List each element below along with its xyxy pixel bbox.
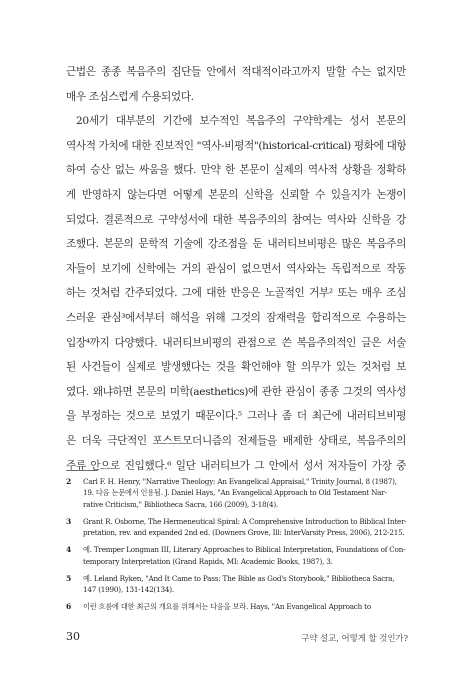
footnote-3	[66, 516, 411, 539]
footnote-line: Grant R. Osborne, The Hermeneutical Spiral: A Comprehensive Introduction to Biblical Inter-	[83, 516, 407, 526]
footnote-line: 예. Tremper Longman III, Literary Approaches to Biblical Interpretation, Foundations of Con-	[83, 545, 406, 555]
body-line: 을 부정하는 것으로 보였기 때문이다.⁵ 그러나 좀 더 최근에 내러티브비평	[66, 410, 406, 423]
body-line: 조했다. 본문의 문학적 기술에 강조점을 둔 내러티브비평은 많은 복음주의	[66, 238, 406, 251]
body-line: 역사적 가치에 대한 진보적인 "역사-비평적"(historical-critical) 평화에 대항	[66, 139, 406, 152]
footnote-line: 이런 흐름에 대한 최근의 개요를 위해서는 다음을 보라. Hays, "An Evangelical Approach to	[83, 602, 371, 612]
body-line: 근법은 종종 복음주의 집단들 안에서 적대적이라고까지 말할 수는 없지만	[66, 66, 406, 78]
footnote-line: rative Criticism," Bibliotheca Sacra, 166 (2009), 3-18(4).	[83, 499, 279, 509]
footnote-2	[66, 476, 411, 510]
footnote-4	[66, 544, 411, 567]
body-line: 은 더욱 극단적인 포스트모더니즘의 전제들을 배제한 상태로, 복음주의의	[66, 434, 406, 447]
footnote-line: temporary Interpretation (Grand Rapids, MI: Academic Books, 1987), 3.	[83, 556, 333, 566]
running-title: 구약 설교, 어떻게 할 것인가?	[301, 633, 408, 643]
body-line: 게 반영하지 않는다면 어떻게 본문의 신학을 신뢰할 수 있을지가 논쟁이	[66, 188, 406, 201]
footnote-number: 5	[66, 573, 72, 583]
page-number: 30	[66, 630, 80, 643]
body-line: 20세기 대부분의 기간에 보수적인 복음주의 구약학계는 성서 본문의	[76, 115, 406, 128]
footnote-line: 예. Leland Ryken, "And It Came to Pass: The Bible as God's Storybook," Bibliotheca Sacra,	[83, 573, 395, 583]
footnote-line: 19. 다음 논문에서 인용됨. J. Daniel Hays, "An Evangelical Approach to Old Testament Nar-	[83, 488, 387, 498]
body-line: 스러운 관심³에서부터 해석을 위해 그것의 잠재력을 합리적으로 수용하는	[66, 311, 406, 324]
footnotes	[66, 476, 411, 618]
footnote-line: Carl F. H. Henry, "Narrative Theology: An Evangelical Appraisal," Trinity Journal, 8 (1987),	[83, 477, 397, 486]
footnote-number: 4	[66, 545, 72, 555]
body-line: 입장⁴까지 다양했다. 내러티브비평의 관점으로 쓴 복음주의적인 글은 서술	[66, 336, 406, 349]
body-line: 자들이 보기에 신학에는 거의 관심이 없으면서 역사와는 독립적으로 작동	[66, 262, 406, 275]
footnote-separator	[66, 470, 98, 471]
body-line: 하는 것처럼 간주되었다. 그에 대한 반응은 노골적인 거부² 또는 매우 조심	[66, 287, 406, 300]
footnote-number: 6	[66, 602, 72, 612]
footnote-number: 3	[66, 516, 72, 526]
body-text	[66, 60, 406, 478]
body-line: 된 사건들이 실제로 발생했다는 것을 확언해야 할 의무가 있는 것처럼 보	[66, 361, 406, 374]
body-line: 하여 승산 없는 싸움을 했다. 만약 한 본문이 실제의 역사적 상황을 정확하	[66, 164, 406, 177]
footnote-line: pretation, rev. and expanded 2nd ed. (Downers Grove, Ill: InterVarsity Press, 2006), 212-215.	[83, 528, 405, 538]
body-line: 였다. 왜냐하면 본문의 미학(aesthetics)에 관한 관심이 종종 그것의 역사성	[66, 385, 406, 398]
footnote-number: 2	[66, 477, 72, 486]
footnote-5	[66, 573, 411, 596]
body-line: 주류 안으로 진입했다.⁶ 일단 내러티브가 그 안에서 성서 저자들이 가장 중	[66, 459, 406, 472]
footnote-line: 147 (1990), 131-142(134).	[83, 585, 174, 595]
body-line: 매우 조심스럽게 수용되었다.	[66, 90, 194, 103]
body-line: 되었다. 결론적으로 구약성서에 대한 복음주의의 참여는 역사와 신학을 강	[66, 213, 406, 226]
footnote-6	[66, 601, 411, 612]
